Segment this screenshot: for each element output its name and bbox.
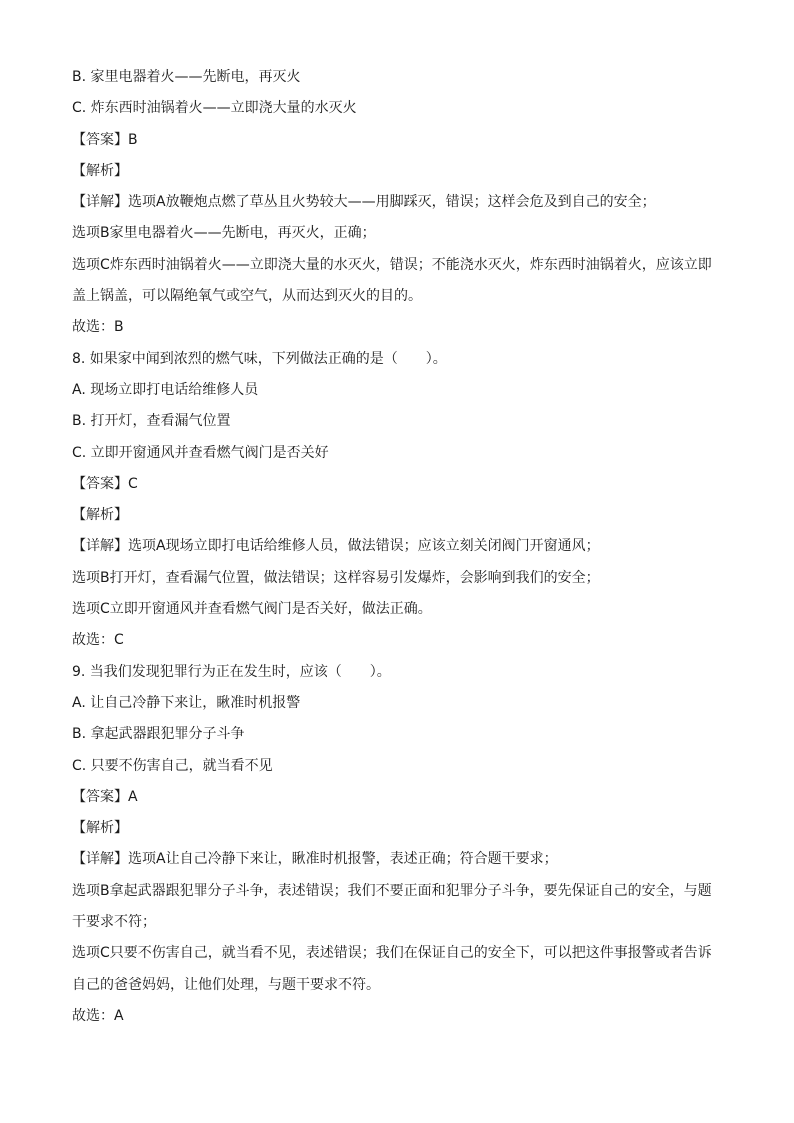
choice-q7: 故选：B	[72, 319, 124, 336]
explanation-q8-line-1: 【详解】选项A现场立即打电话给维修人员，做法错误；应该立刻关闭阀门开窗通风；	[72, 538, 600, 555]
document-page	[72, 62, 722, 1032]
option-c-q8: C. 立即开窗通风并查看燃气阀门是否关好	[72, 444, 329, 461]
option-b-q9: B. 拿起武器跟犯罪分子斗争	[72, 726, 245, 743]
analysis-heading-q8: 【解析】	[72, 507, 128, 524]
choice-q9: 故选：A	[72, 1007, 124, 1024]
option-b-q7: B. 家里电器着火——先断电，再灭火	[72, 69, 301, 85]
choice-q8: 故选：C	[72, 632, 124, 649]
question-9: 9. 当我们发现犯罪行为正在发生时，应该（ ）。	[72, 663, 391, 680]
explanation-q8-line-2: 选项B打开灯，查看漏气位置，做法错误；这样容易引发爆炸，会影响到我们的安全；	[72, 569, 600, 586]
explanation-q9-line-2: 选项B拿起武器跟犯罪分子斗争，表述错误；我们不要正面和犯罪分子斗争，要先保证自己的安全，与题	[72, 882, 712, 899]
option-a-q9: A. 让自己冷静下来让，瞅准时机报警	[72, 694, 301, 711]
answer-q8: 【答案】C	[72, 475, 138, 492]
explanation-q9-line-3: 干要求不符；	[72, 914, 156, 931]
explanation-q8-line-3: 选项C立即开窗通风并查看燃气阀门是否关好，做法正确。	[72, 601, 432, 618]
answer-q7: 【答案】B	[72, 131, 138, 148]
explanation-q7-line-2: 选项B家里电器着火——先断电，再灭火，正确；	[72, 225, 376, 242]
question-8: 8. 如果家中闻到浓烈的燃气味，下列做法正确的是（ ）。	[72, 350, 447, 367]
explanation-q9-line-1: 【详解】选项A让自己冷静下来让，瞅准时机报警，表述正确；符合题干要求；	[72, 851, 558, 868]
explanation-q7-line-3: 选项C炸东西时油锅着火——立即浇大量的水灭火，错误；不能浇水灭火，炸东西时油锅着火，应该立即	[72, 256, 712, 273]
explanation-q7-line-4: 盖上锅盖，可以隔绝氧气或空气，从而达到灭火的目的。	[72, 288, 422, 305]
explanation-q9-line-4: 选项C只要不伤害自己，就当看不见，表述错误；我们在保证自己的安全下，可以把这件事报警或者告诉	[72, 945, 712, 962]
option-c-q9: C. 只要不伤害自己，就当看不见	[72, 757, 273, 774]
option-a-q8: A. 现场立即打电话给维修人员	[72, 381, 259, 398]
option-c-q7: C. 炸东西时油锅着火——立即浇大量的水灭火	[72, 100, 357, 117]
explanation-q7-line-1: 【详解】选项A放鞭炮点燃了草丛且火势较大——用脚踩灭，错误；这样会危及到自己的安全；	[72, 194, 656, 211]
explanation-q9-line-5: 自己的爸爸妈妈，让他们处理，与题干要求不符。	[72, 976, 380, 993]
analysis-heading-q7: 【解析】	[72, 162, 128, 179]
option-b-q8: B. 打开灯，查看漏气位置	[72, 413, 231, 430]
answer-q9: 【答案】A	[72, 788, 138, 805]
analysis-heading-q9: 【解析】	[72, 820, 128, 837]
